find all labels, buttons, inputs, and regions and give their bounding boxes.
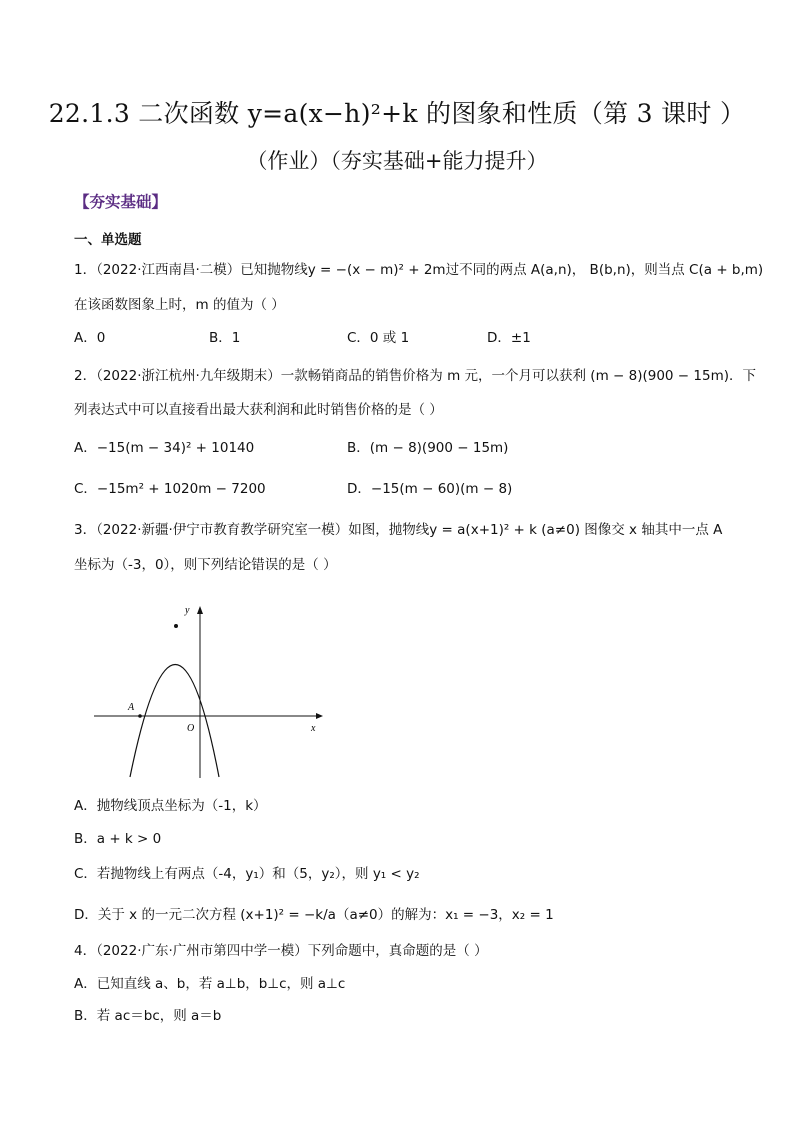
q3-stem-line2: 坐标为（-3，0），则下列结论错误的是（ ） <box>74 557 337 573</box>
q1-stem-line1: 1．（2022·江西南昌·二模）已知抛物线y = −(x − m)² + 2m过不同的两点 A(a,n)， B(b,n)，则当点 C(a + b,m) <box>74 262 764 278</box>
q3-stem-line1: 3．（2022·新疆·伊宁市教育教学研究室一模）如图，抛物线y = a(x+1)² + k (a≠0) 图像交 x 轴其中一点 A <box>74 522 723 538</box>
q3-option-a: A．抛物线顶点坐标为（-1，k） <box>74 798 267 814</box>
page-subtitle: （作业）（夯实基础+能力提升） <box>246 149 548 173</box>
parabola-curve <box>130 665 219 778</box>
q1-option-d: D．±1 <box>487 330 531 346</box>
q2-stem-line2: 列表达式中可以直接看出最大获利润和此时销售价格的是（ ） <box>74 402 443 418</box>
parabola-graph <box>92 600 328 782</box>
x-axis-label: x <box>311 723 316 734</box>
q4-stem-line1: 4．（2022·广东·广州市第四中学一模）下列命题中，真命题的是（ ） <box>74 943 488 959</box>
q4-option-a: A．已知直线 a、b，若 a⊥b，b⊥c，则 a⊥c <box>74 976 346 992</box>
section-label: 【夯实基础】 <box>74 193 168 211</box>
q1-stem-line2: 在该函数图象上时，m 的值为（ ） <box>74 297 285 313</box>
q2-option-a: A．−15(m − 34)² + 10140 <box>74 440 255 456</box>
subsection-label: 一、单选题 <box>74 232 142 248</box>
q1-option-b: B．1 <box>209 330 241 346</box>
y-axis-label: y <box>185 605 190 616</box>
vertex-point <box>174 624 178 628</box>
q1-option-c: C．0 或 1 <box>347 330 410 346</box>
q2-option-b: B．(m − 8)(900 − 15m) <box>347 440 509 456</box>
q2-option-c: C．−15m² + 1020m − 7200 <box>74 481 266 497</box>
y-axis-arrow <box>197 606 203 614</box>
origin-label: O <box>187 723 195 734</box>
q2-option-d: D．−15(m − 60)(m − 8) <box>347 481 513 497</box>
x-axis-arrow <box>316 713 323 719</box>
q3-option-c: C．若抛物线上有两点（-4，y₁）和（5，y₂），则 y₁ < y₂ <box>74 866 420 882</box>
point-a-label: A <box>128 702 135 713</box>
q2-stem-line1: 2．（2022·浙江杭州·九年级期末）一款畅销商品的销售价格为 m 元，一个月可以获利 (m − 8)(900 − 15m)．下 <box>74 368 756 384</box>
q3-option-b: B．a + k > 0 <box>74 831 162 847</box>
q3-option-d: D．关于 x 的一元二次方程 (x+1)² = −k/a（a≠0）的解为：x₁ = −3，x₂ = 1 <box>74 907 554 923</box>
point-a <box>138 714 142 718</box>
q1-option-a: A．0 <box>74 330 106 346</box>
q4-option-b: B．若 ac＝bc，则 a＝b <box>74 1008 222 1024</box>
page-title: 22.1.3 二次函数 y=a(x−h)²+k 的图象和性质（第 3 课时 ） <box>48 99 746 128</box>
